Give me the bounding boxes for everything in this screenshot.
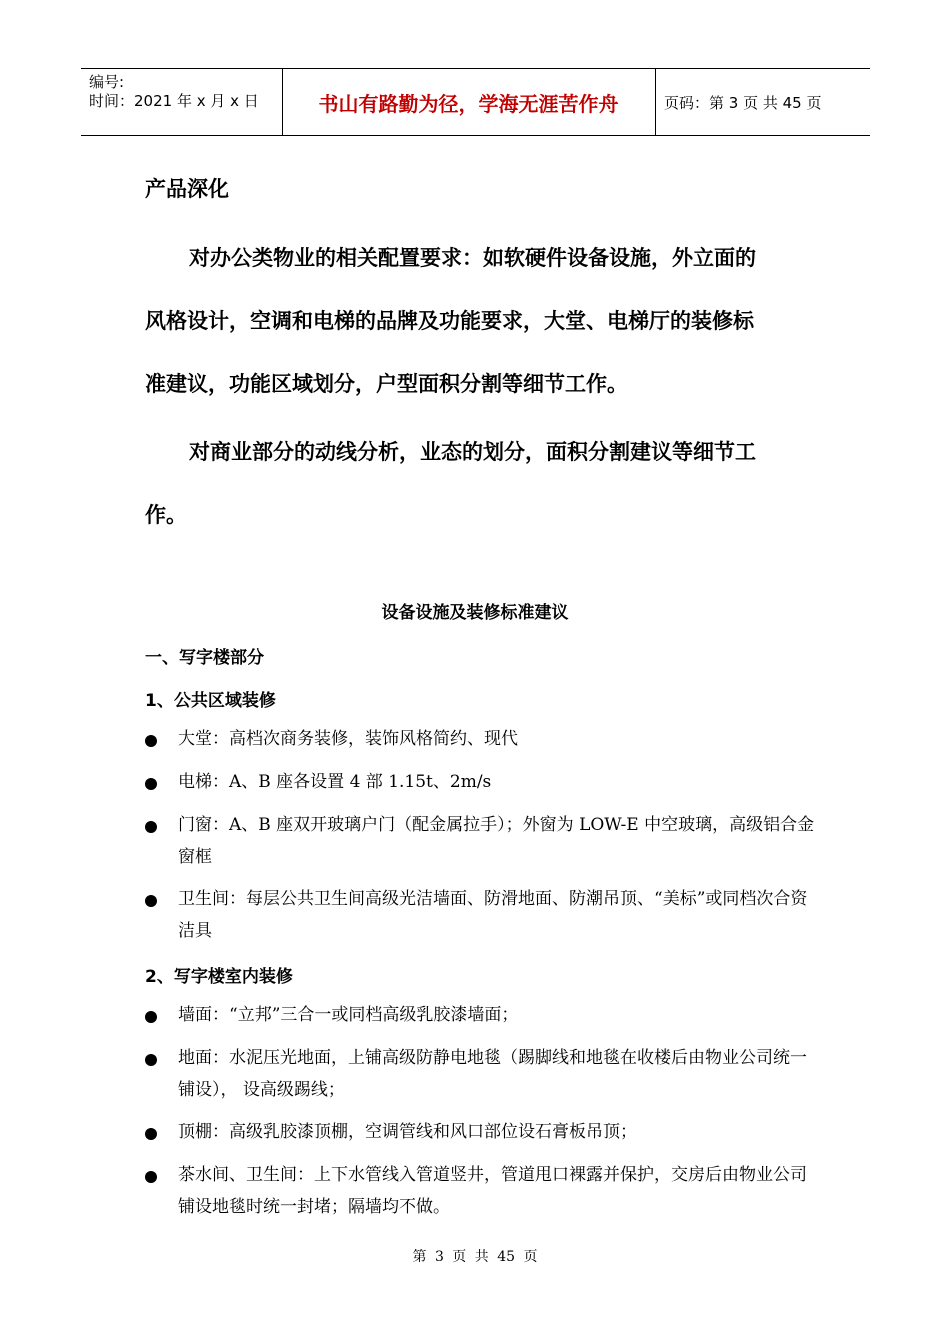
intro-paragraph-line: 准建议，功能区域划分，户型面积分割等细节工作。: [145, 372, 628, 396]
intro-paragraph-line: 作。: [145, 503, 187, 527]
bullet-icon: [145, 895, 157, 907]
page-footer: 第 3 页 共 45 页: [412, 1249, 538, 1265]
subsection-heading: 1、公共区域装修: [145, 691, 276, 711]
header-motto: 书山有路勤为径，学海无涯苦作舟: [318, 91, 619, 116]
subsection-heading: 2、写字楼室内装修: [145, 967, 293, 987]
header-page-info: 页码：第 3 页 共 45 页: [664, 93, 822, 112]
section-heading: 一、写字楼部分: [145, 648, 264, 668]
standards-title: 设备设施及装修标准建议: [381, 603, 569, 623]
number-label: 编号:: [89, 73, 125, 91]
bullet-icon: [145, 821, 157, 833]
header-divider: [655, 69, 656, 135]
bullet-icon: [145, 1171, 157, 1183]
header-meta: [89, 73, 259, 111]
bullet-icon: [145, 735, 157, 747]
intro-paragraph-line: 对办公类物业的相关配置要求：如软硬件设备设施，外立面的: [189, 246, 756, 270]
bullet-icon: [145, 1128, 157, 1140]
bullet-icon: [145, 1054, 157, 1066]
intro-heading: 产品深化: [145, 177, 229, 201]
page-header: [81, 68, 870, 136]
bullet-icon: [145, 778, 157, 790]
date-label: 时间：2021 年 x 月 x 日: [89, 92, 259, 110]
intro-paragraph-line: 对商业部分的动线分析，业态的划分，面积分割建议等细节工: [189, 440, 756, 464]
bullet-icon: [145, 1011, 157, 1023]
intro-paragraph-line: 风格设计，空调和电梯的品牌及功能要求，大堂、电梯厅的装修标: [145, 309, 754, 333]
